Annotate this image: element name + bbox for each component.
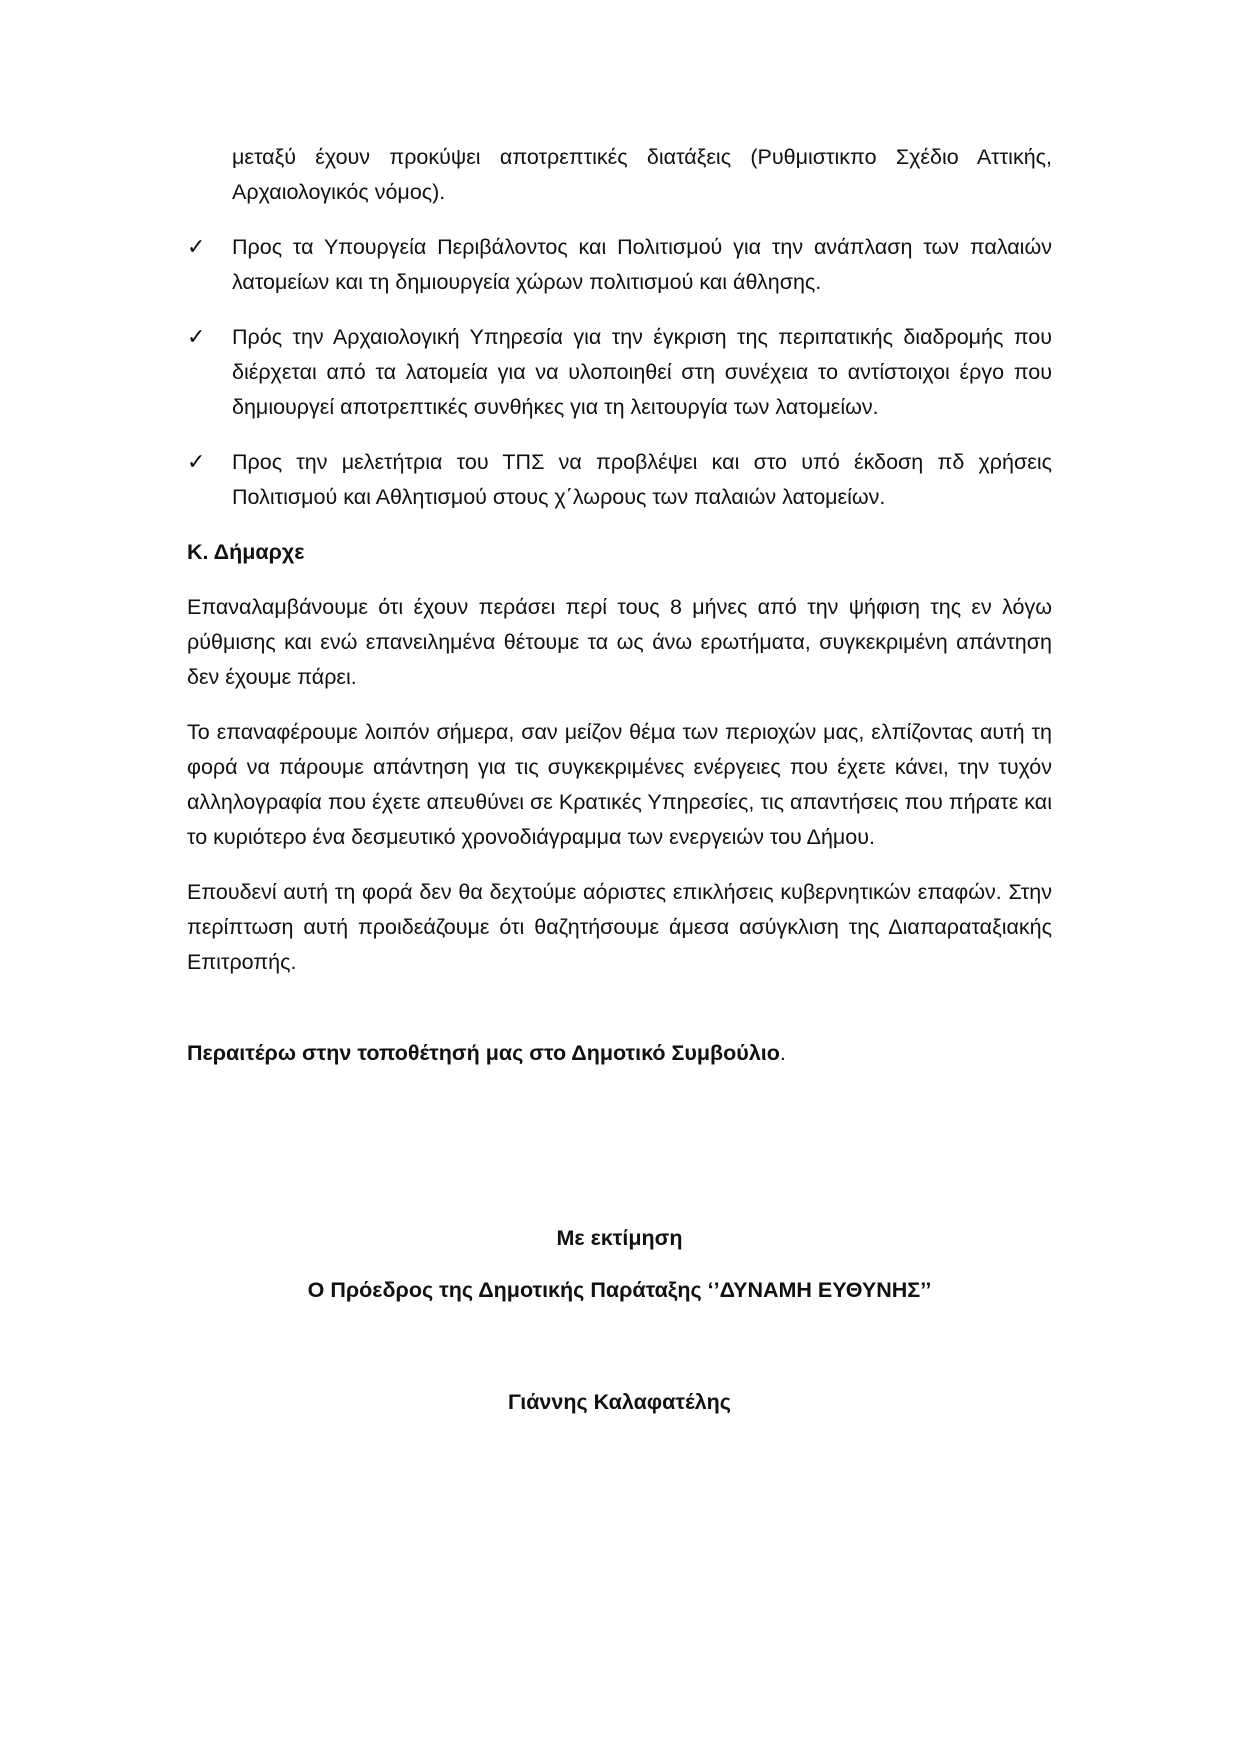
letter-body xyxy=(187,140,1052,1071)
closing-period: . xyxy=(779,1041,786,1065)
salutation: Κ. Δήμαρχε xyxy=(187,540,305,564)
signature-regards: Με εκτίμηση xyxy=(556,1226,683,1250)
body-paragraph: Επουδενί αυτή τη φορά δεν θα δεχτούμε αόριστες επικλήσεις κυβερνητικών επαφών. Στην περίπτωση αυτή προιδεάζουμε ότι θαζητήσουμε άμεσα ασύγκλιση της Διαπαραταξιακής Επιτροπής. xyxy=(187,880,1052,974)
closing-statement xyxy=(187,1036,1052,1071)
check-list-item xyxy=(187,230,1052,300)
check-list-item-text: Προς την μελετήτρια του ΤΠΣ να προβλέψει και στο υπό έκδοση πδ χρήσεις Πολιτισμού και Αθλητισμού στους χ΄λωρους των παλαιών λατομείων. xyxy=(232,450,1052,509)
signature-name: Γιάννης Καλαφατέλης xyxy=(508,1390,731,1414)
closing-statement-text: Περαιτέρω στην τοποθέτησή μας στο Δημοτικό Συμβούλιο xyxy=(187,1041,780,1065)
signature-title: Ο Πρόεδρος της Δημοτικής Παράταξης ‘’ΔΥΝΑΜΗ ΕΥΘΥΝΗΣ’’ xyxy=(307,1278,932,1302)
check-list-item xyxy=(187,320,1052,425)
list-item-continuation: μεταξύ έχουν προκύψει αποτρεπτικές διατάξεις (Ρυθμιστικπο Σχέδιο Αττικής, Αρχαιολογικός νόμος). xyxy=(232,145,1052,204)
body-paragraph: Επαναλαμβάνουμε ότι έχουν περάσει περί τους 8 μήνες από την ψήφιση της εν λόγω ρύθμισης και ενώ επανειλημένα θέτουμε τα ως άνω ερωτήματα, συγκεκριμένη απάντηση δεν έχουμε πάρει. xyxy=(187,595,1052,689)
check-list-item xyxy=(187,445,1052,515)
body-paragraph: Το επαναφέρουμε λοιπόν σήμερα, σαν μείζον θέμα των περιοχών μας, ελπίζοντας αυτή τη φορά να πάρουμε απάντηση για τις συγκεκριμένες ενέργειες που έχετε κάνει, την τυχόν αλληλογραφία που έχετε απευθύνει σε Κρατικές Υπηρεσίες, τις απαντήσεις που πήρατε και το κυριότερο ένα δεσμευτικό χρονοδιάγραμμα των ενεργειών του Δήμου. xyxy=(187,720,1052,849)
check-icon: ✓ xyxy=(187,235,206,260)
check-list-item-text: Προς τα Υπουργεία Περιβάλοντος και Πολιτισμού για την ανάπλαση των παλαιών λατομείων και τη δημιουργεία χώρων πολιτισμού και άθλησης. xyxy=(232,235,1052,294)
check-icon: ✓ xyxy=(187,325,206,350)
check-icon: ✓ xyxy=(187,450,206,475)
check-list-item-text: Πρός την Αρχαιολογική Υπηρεσία για την έγκριση της περιπατικής διαδρομής που διέρχεται από τα λατομεία για να υλοποιηθεί στη συνέχεια το αντίστοιχοι έργο που δημιουργεί αποτρεπτικές συνθήκες για τη λειτουργία των λατομείων. xyxy=(232,325,1052,419)
